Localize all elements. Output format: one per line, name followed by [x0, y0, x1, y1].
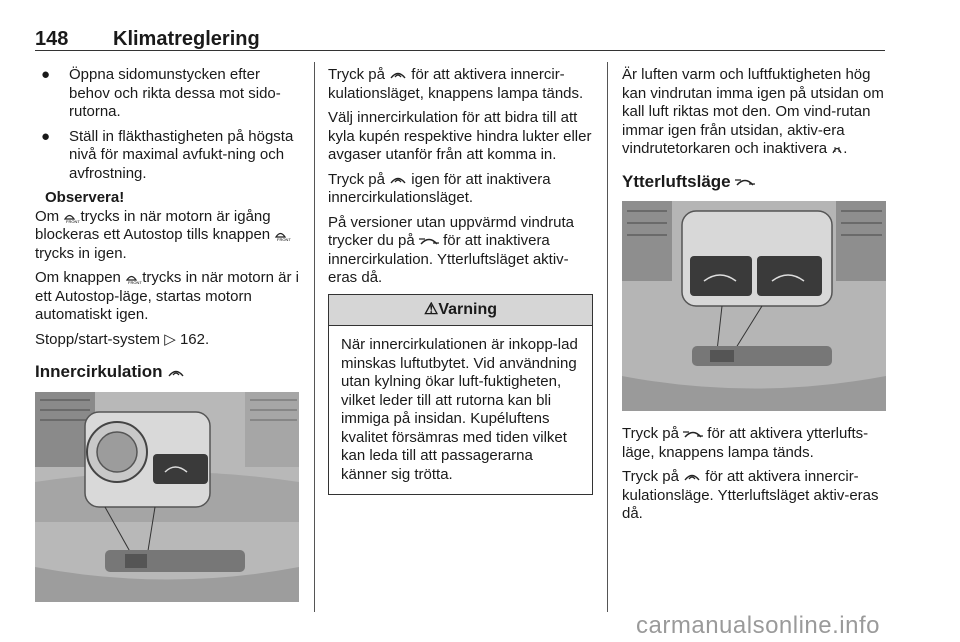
subheading-ytterluftslage: Ytterluftsläge	[622, 173, 887, 192]
list-item: ● Ställ in fläkthastigheten på högsta nivå för maximal avfukt-ning och avfrostning.	[41, 127, 294, 182]
section-title: Klimatreglering	[113, 28, 260, 50]
column-1	[35, 66, 299, 602]
list-item: ● Öppna sidomunstycken efter behov och rikta dessa mot sido-rutorna.	[41, 66, 281, 120]
front-defrost-icon	[831, 143, 843, 155]
front-defrost-icon	[125, 272, 142, 286]
cross-ref-text: Stopp/start-system	[35, 330, 161, 348]
recirculation-icon	[389, 174, 407, 186]
warning-triangle-icon: ⚠	[423, 300, 439, 318]
front-defrost-icon	[63, 211, 81, 224]
outside-air-icon	[735, 176, 755, 188]
page-header	[35, 22, 885, 52]
front-defrost-icon	[274, 229, 292, 243]
page-number: 148	[35, 28, 69, 50]
column-2: Tryck på för att aktivera innercir-kulationsläget, knappens lampa tänds. Välj innercirkulation för att bidra till att kyla kupén respektive hindra lukter eller avgaser utanför från att komma in. Tryck på igen för att inaktivera innercirkulationsläget. På versioner utan uppvärmd vindruta trycker du på för att inaktivera innercirkulation. Ytterluftsläget aktiv-eras då. ⚠Varning När innercirkulationen är inkopp-lad minskas luftutbytet. Vid användning utan kylning ökar luft-fuktigheten, vilket leder till att rutorna kan bli immiga på insidan. Kupéluftens kvalitet försämras med tiden vilket kan leda till att passagerarna känner sig trötta.	[328, 66, 593, 495]
note-title: Observera!	[45, 189, 125, 206]
header-rule	[35, 50, 885, 51]
svg-text:FRONT: FRONT	[277, 237, 292, 243]
subheading-innercirkulation: Innercirkulation	[35, 363, 299, 382]
paragraph: Välj innercirkulation för att bidra till att kyla kupén respektive hindra lukter eller avgaser utanför från att komma in.	[328, 109, 592, 163]
column-3: Är luften varm och luftfuktigheten hög kan vindrutan imma igen på utsidan om kall luft riktas mot den. Om vind-rutan immar igen från utsidan, aktiv-era vindrutetorkaren och inaktivera . Ytterluftsläge Tryck på för att aktivera ytterlufts-läge, knappens lampa tänds. Tryck på för att aktivera innercir-kulationsläge. Ytterluftsläget aktiv-eras då.	[622, 66, 887, 530]
warning-header: ⚠Varning	[329, 295, 592, 327]
warning-text: När innercirkulationen är inkopp-lad minskas luftutbytet. Vid användning utan kylning ökar luft-fuktigheten, vilket leder till att rutorna kan bli immiga på insidan. Kupéluftens kvalitet försämras med tiden vilket kan leda till att passagerarna känner sig trötta.	[341, 336, 578, 483]
column-divider	[607, 62, 608, 612]
svg-text:FRONT: FRONT	[66, 218, 81, 224]
outside-air-icon	[683, 428, 703, 440]
console-photo-recirculation	[35, 392, 299, 602]
recirculation-icon	[389, 69, 407, 81]
warning-box	[328, 294, 593, 496]
console-photo-outside-air	[622, 201, 886, 411]
recirculation-icon	[167, 367, 185, 379]
column-divider	[314, 62, 315, 612]
note-block: Observera! Om FRONT trycks in när motorn är igång blockeras ett Autostop tills knappen FRONT trycks in igen. Om knappen FRONT trycks in när motorn är i ett Autostop-läge, startas motorn automatiskt igen.	[35, 189, 299, 323]
outside-air-icon	[419, 235, 439, 247]
svg-text:FRONT: FRONT	[128, 280, 142, 286]
recirculation-icon	[683, 471, 701, 483]
watermark: carmanualsonline.info	[636, 612, 880, 639]
page-ref-number: 162.	[179, 330, 210, 348]
page-ref-icon: ▷	[164, 330, 176, 348]
